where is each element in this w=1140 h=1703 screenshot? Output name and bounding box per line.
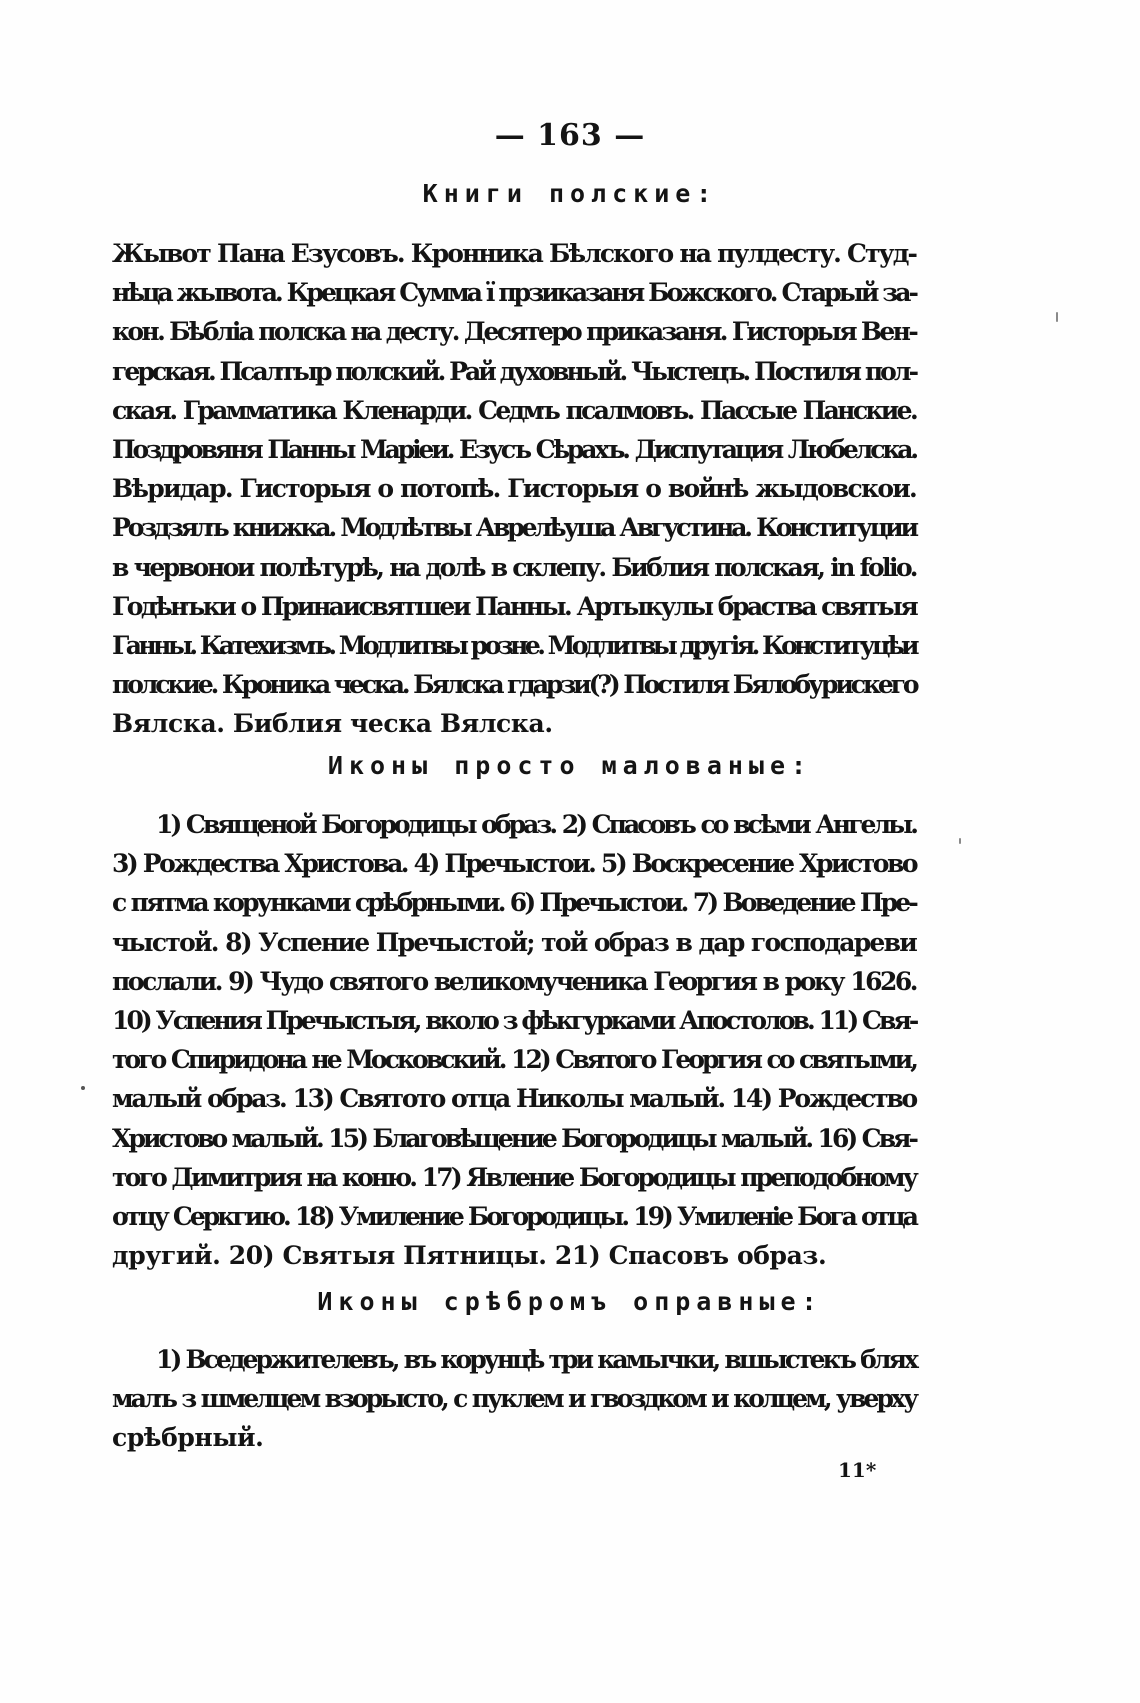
text-line: в червонои полѣтурѣ, на долѣ в склепу. Библия полская, in folio. [112,552,916,582]
section-body-books [112,234,916,743]
text-line: герская. Псалтыр полский. Рай духовный. Чыстецъ. Постиля пол- [112,356,916,386]
text-line: другий. 20) Святыя Пятницы. 21) Спасовъ образ. [112,1241,827,1271]
text-line: полские. Кроника ческа. Бялска гдарзи(?) Постиля Бялобурискего [112,670,917,700]
text-line: того Спиридона не Московский. 12) Святого Георгия со святыми, [112,1045,916,1075]
text-line: того Димитрия на коню. 17) Явление Богородицы преподобному [112,1162,916,1192]
text-line: с пятма корунками срѣбрными. 6) Пречыстои. 7) Воведение Пре- [112,888,916,918]
text-line: Вѣридар. Гисторыя о потопѣ. Гисторыя о войнѣ жыдовскои. [112,474,916,504]
text-line: малый образ. 13) Святото отца Николы малый. 14) Рождество [112,1084,916,1114]
text-line: отцу Серкгию. 18) Умиление Богородицы. 19) Умиленiе Бога отца [112,1201,916,1231]
text-line: Роздзялъ книжка. Модлѣтвы Аврелѣуша Августина. Конституции [112,513,916,543]
text-line: Ганны. Катехизмъ. Модлитвы розне. Модлитвы другiя. Конституцѣи [112,630,916,660]
paper-speck [81,1086,85,1090]
page-number: — 163 — [494,118,646,153]
section-heading-silver-icons: Иконы срѣбромъ оправные: [317,1287,823,1316]
text-line: 1) Священой Богородицы образ. 2) Спасовъ со всѣми Ангелы. [156,810,916,839]
text-line: 1) Вседержителевъ, въ корунцѣ три камычки, вшыстекъ блях [156,1345,916,1374]
printer-signature-mark: 11* [838,1458,877,1482]
section-body-painted-icons [112,805,916,1275]
text-line: малъ з шмелцем взорысто, с пуклем и гвоздком и колцем, уверху [112,1384,916,1414]
paper-speck [1056,312,1058,322]
text-line: Вялска. Библия ческа Вялска. [112,709,553,739]
section-heading-painted-icons: Иконы просто малованые: [327,751,813,780]
text-line: срѣбрный. [112,1423,264,1453]
text-line: 10) Успения Пречыстыя, вколо з фѣкгурками Апостолов. 11) Свя- [112,1005,917,1035]
text-line: 3) Рождества Христова. 4) Пречыстои. 5) Воскресение Христово [112,849,916,879]
text-line: послали. 9) Чудо святого великомученика Георгия в року 1626. [112,966,916,996]
text-line: Поздровяня Панны Марiеи. Езусъ Сѣрахъ. Диспутация Любелска. [112,434,916,464]
text-line: ская. Грамматика Кленарди. Седмъ псалмовъ. Пассые Панские. [112,395,916,425]
text-line: нѣца жывота. Крецкая Сумма ї прзиказаня Божского. Старый за- [112,278,916,308]
text-line: кон. Бѣблiа полска на десту. Десятеро приказаня. Гисторыя Вен- [112,317,917,347]
text-line: чыстой. 8) Успение Пречыстой; той образ в дар господареви [112,927,916,957]
text-line: Христово малый. 15) Благовѣщение Богородицы малый. 16) Свя- [112,1123,916,1153]
paper-speck [959,838,961,844]
text-line: Годѣнъки о Принаисвятшеи Панны. Артыкулы браства святыя [112,591,917,621]
section-body-silver-icons [112,1340,916,1458]
section-heading-books: Книги полские: [422,179,718,208]
text-line: Жывот Пана Езусовъ. Кронника Бѣлского на пулдесту. Студ- [112,239,916,268]
